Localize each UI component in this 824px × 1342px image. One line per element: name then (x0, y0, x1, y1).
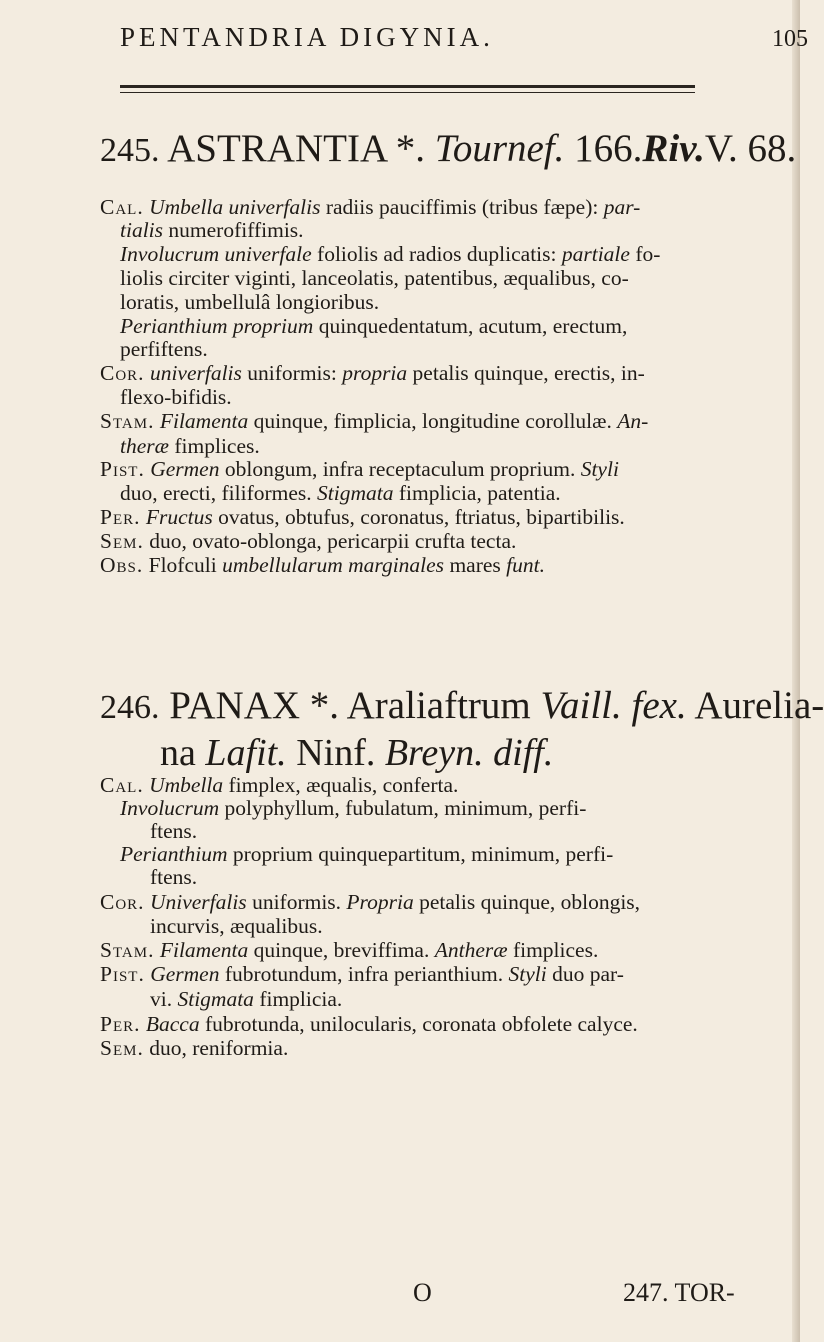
genus_246-line-1 (100, 775, 458, 797)
text-segment: numerofiffimis. (163, 218, 304, 242)
text-segment: fubrotundum, infra perianthium. (219, 962, 509, 986)
genus_245-line-12 (100, 459, 619, 481)
text-segment: Germen (150, 457, 220, 481)
text-segment: Per. (100, 1012, 141, 1036)
text-segment: Stigmata (177, 987, 254, 1011)
text-segment: quinque, breviffima. (248, 938, 435, 962)
text-segment: partiale (561, 242, 630, 266)
text-segment: fimplices. (507, 938, 599, 962)
text-segment: Cal. (100, 195, 144, 219)
genus_245-line-10 (100, 411, 648, 433)
genus_246-line-5 (150, 867, 197, 889)
genus-name: PANAX *. (169, 684, 340, 727)
text-segment: duo, reniformia. (143, 1036, 289, 1060)
genus-name: ASTRANTIA *. (167, 127, 425, 170)
text-segment: ftens. (150, 865, 198, 889)
text-segment: fo- (629, 242, 661, 266)
text-segment: quinque, fimplicia, longitudine corollulæ. (248, 409, 618, 433)
text-segment: Styli (508, 962, 547, 986)
text-segment: quinquedentatum, acutum, erectum, (313, 314, 628, 338)
head-rule (120, 85, 695, 93)
text-segment: uniformis: (241, 361, 343, 385)
text-segment: Univerfalis (149, 890, 247, 914)
genus_245-line-9 (120, 387, 232, 409)
text-segment: Perianthium (120, 842, 228, 866)
text-segment: tialis (120, 218, 164, 242)
text-segment: Styli (580, 457, 619, 481)
text-segment: theræ (120, 434, 169, 458)
text-segment: Cor. (100, 890, 145, 914)
text-segment: duo par- (546, 962, 624, 986)
text-segment: Filamenta (159, 938, 249, 962)
signature-mark: O (413, 1278, 432, 1307)
text-segment: fimplicia. (253, 987, 343, 1011)
text-segment: mares (444, 553, 507, 577)
text-segment: Involucrum univerfale (120, 242, 312, 266)
text-segment: Fructus (145, 505, 213, 529)
text-segment: fimplices. (168, 434, 260, 458)
running-head-title: PENTANDRIA DIGYNIA. (120, 22, 494, 52)
text-segment: fubrotunda, unilocularis, coronata obfolete calyce. (199, 1012, 638, 1036)
text-segment: Cal. (100, 773, 144, 797)
genus-heading-246: 246. PANAX *. Araliaftrum Vaill. fex. Aurelia- (100, 684, 824, 727)
text-segment: fimplex, æqualis, conferta. (223, 773, 459, 797)
text-segment: petalis quinque, erectis, in- (407, 361, 645, 385)
genus-heading-246-cont: na Lafit. Ninf. Breyn. diff. (160, 732, 554, 774)
text-segment: flexo-bifidis. (120, 385, 232, 409)
text-segment: Propria (346, 890, 414, 914)
text-segment: Sem. (100, 529, 144, 553)
text-segment: Pist. (100, 457, 145, 481)
text-segment: ftens. (150, 819, 198, 843)
catchword: 247. TOR- (623, 1278, 735, 1307)
text-segment: An- (617, 409, 649, 433)
genus_245-line-3 (120, 244, 660, 266)
text-segment: perfiftens. (120, 337, 208, 361)
genus_245-line-11 (120, 436, 260, 458)
genus_245-line-5 (120, 292, 379, 314)
genus_245-line-13 (120, 483, 561, 505)
text-segment: duo, ovato-oblonga, pericarpii crufta tecta. (143, 529, 517, 553)
genus_246-line-10 (150, 989, 342, 1011)
text-segment: umbellularum marginales (222, 553, 445, 577)
genus_245-line-4 (120, 268, 629, 290)
text-segment: Involucrum (120, 796, 220, 820)
genus_245-line-15 (100, 531, 516, 553)
text-segment: Stam. (100, 938, 155, 962)
text-segment: Antheræ (434, 938, 508, 962)
text-segment: proprium quinquepartitum, minimum, perfi- (227, 842, 614, 866)
page-number: 105 (772, 26, 808, 52)
text-segment: propria (342, 361, 408, 385)
genus_245-line-16 (100, 555, 545, 577)
genus_245-line-1 (100, 197, 640, 219)
genus_246-line-12 (100, 1038, 288, 1060)
text-segment: duo, erecti, filiformes. (120, 481, 318, 505)
text-segment: Obs. (100, 553, 144, 577)
text-segment: Pist. (100, 962, 145, 986)
genus_245-line-7 (120, 339, 208, 361)
genus_246-line-4 (120, 844, 613, 866)
text-segment: Bacca (145, 1012, 200, 1036)
genus_245-line-2 (120, 220, 304, 242)
text-segment: par- (603, 195, 641, 219)
text-segment: oblongum, infra receptaculum proprium. (219, 457, 581, 481)
genus_246-line-3 (150, 821, 197, 843)
text-segment: incurvis, æqualibus. (150, 914, 323, 938)
text-segment: Cor. (100, 361, 145, 385)
genus_245-line-6 (120, 316, 627, 338)
text-segment: vi. (150, 987, 178, 1011)
text-segment: petalis quinque, oblongis, (413, 890, 641, 914)
text-segment: Flofculi (143, 553, 223, 577)
text-segment: fimplicia, patentia. (393, 481, 561, 505)
text-segment: Umbella (149, 773, 224, 797)
genus_245-line-14 (100, 507, 625, 529)
genus-heading-245: 245. ASTRANTIA *. Tournef. 166.Riv.V. 68. (100, 127, 797, 170)
text-segment: radiis pauciffimis (tribus fæpe): (320, 195, 604, 219)
genus_246-line-8 (100, 940, 598, 962)
text-segment: liolis circiter viginti, lanceolatis, patentibus, æqualibus, co- (120, 266, 629, 290)
page-edge (792, 0, 800, 1342)
text-segment: Stigmata (317, 481, 394, 505)
text-segment: Per. (100, 505, 141, 529)
text-segment: funt. (506, 553, 545, 577)
text-segment: polyphyllum, fubulatum, minimum, perfi- (219, 796, 587, 820)
text-segment: Stam. (100, 409, 155, 433)
genus_245-line-8 (100, 363, 645, 385)
genus_246-line-6 (100, 892, 640, 914)
genus_246-line-9 (100, 964, 624, 986)
text-segment: Filamenta (159, 409, 249, 433)
text-segment: ovatus, obtufus, coronatus, ftriatus, bipartibilis. (212, 505, 625, 529)
genus_246-line-2 (120, 798, 586, 820)
text-segment: Umbella univerfalis (149, 195, 321, 219)
text-segment: Germen (150, 962, 220, 986)
text-segment: Sem. (100, 1036, 144, 1060)
text-segment: Perianthium proprium (120, 314, 314, 338)
genus_246-line-7 (150, 916, 323, 938)
text-segment: uniformis. (246, 890, 347, 914)
text-segment: univerfalis (149, 361, 242, 385)
running-head (120, 22, 808, 62)
text-segment: loratis, umbellulâ longioribus. (120, 290, 380, 314)
text-segment: foliolis ad radios duplicatis: (311, 242, 562, 266)
genus_246-line-11 (100, 1014, 638, 1036)
